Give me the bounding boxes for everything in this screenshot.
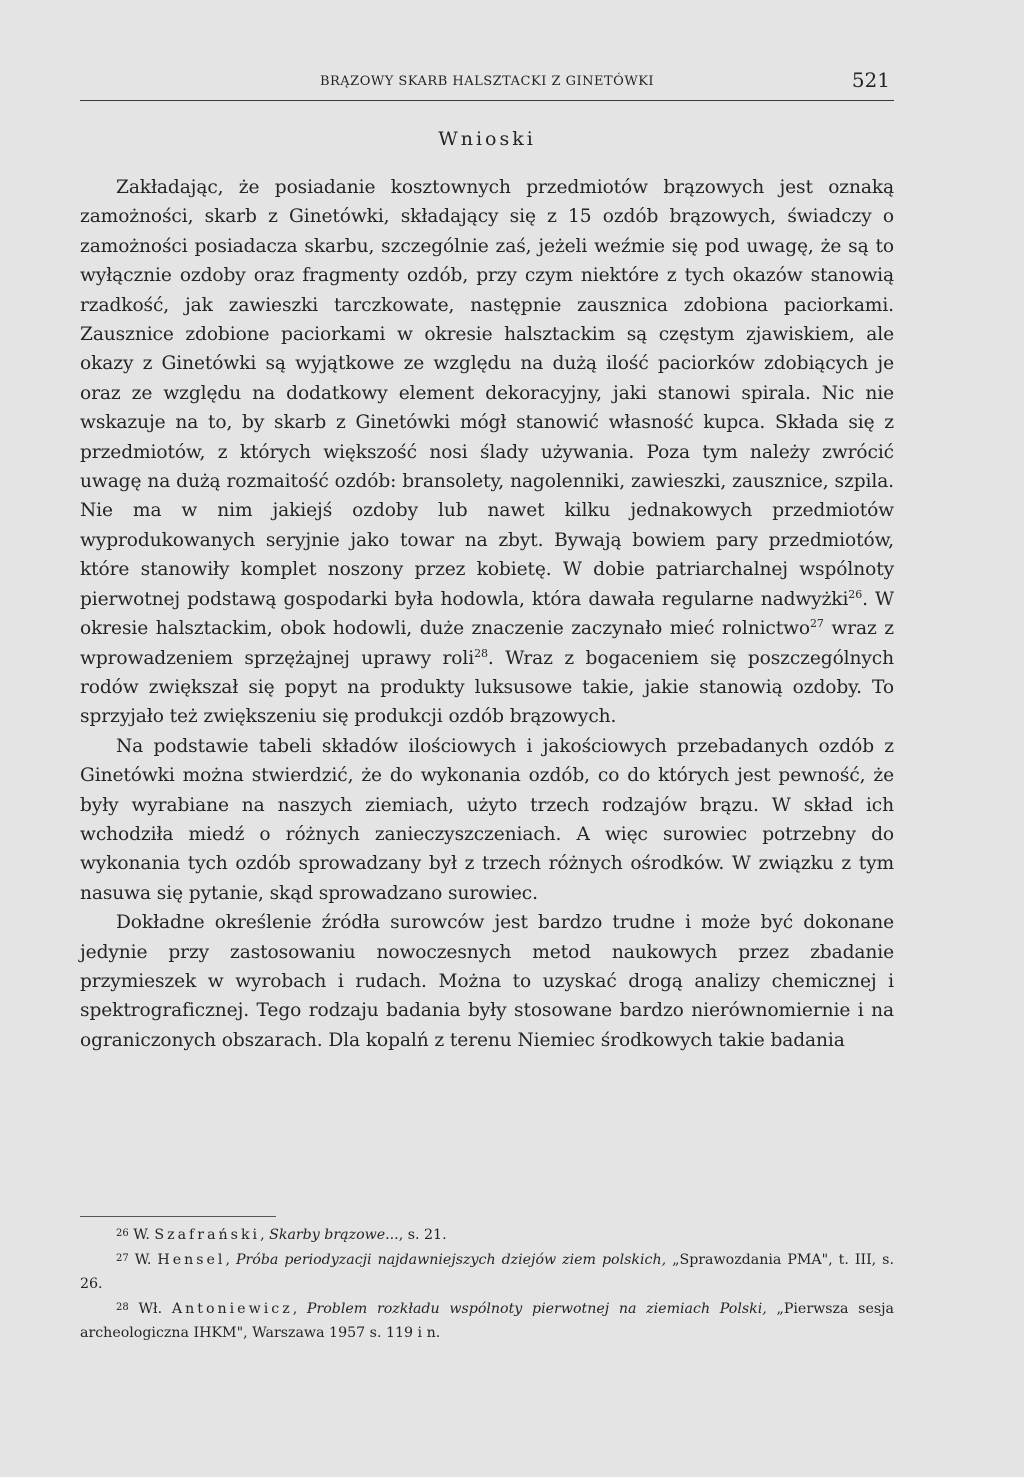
paragraph-1	[80, 173, 894, 732]
paragraph-text: wraz z wprowadzeniem sprzężajnej uprawy roli	[80, 618, 894, 669]
paragraph-text: . Wraz z bogaceniem się poszczególnych rodów zwiększał się popyt na produkty luksusowe takie, jakie stanowią ozdoby. To sprzyjało też zwiększeniu się produkcji ozdób brązowych.	[80, 647, 894, 728]
running-header	[80, 68, 894, 101]
footnote-author: Antoniewicz	[171, 1301, 293, 1317]
footnote-title: Skarby brązowe...	[269, 1227, 399, 1243]
footnote-rest: , s. 21.	[398, 1227, 447, 1243]
footnote-sep: ,	[225, 1252, 236, 1268]
footnote-number: 28	[116, 1302, 129, 1313]
section-heading: Wnioski	[438, 128, 536, 150]
footnote-27	[80, 1247, 894, 1296]
footnote-title: Próba periodyzacji najdawniejszych dziejów ziem polskich,	[235, 1252, 667, 1268]
footnote-number: 27	[116, 1253, 129, 1264]
footnote-ref: 26	[848, 587, 863, 601]
footnote-rest: „Pierwsza sesja archeologiczna IHKM", Warszawa 1957 s. 119 i n.	[80, 1301, 894, 1341]
footnote-author: Szafrański	[154, 1227, 261, 1243]
footnote-rest: „Sprawozdania PMA", t. III, s. 26.	[80, 1252, 894, 1292]
footnote-title: Problem rozkładu wspólnoty pierwotnej na ziemiach Polski,	[306, 1301, 767, 1317]
body-text	[80, 173, 894, 1055]
footnote-26	[80, 1222, 894, 1247]
footnote-initial: W.	[133, 1227, 150, 1243]
footnote-sep: ,	[292, 1301, 307, 1317]
running-title: BRĄZOWY SKARB HALSZTACKI Z GINETÓWKI	[319, 74, 655, 89]
page-number: 521	[851, 68, 890, 92]
footnote-sep: ,	[260, 1227, 270, 1243]
footnote-number: 26	[116, 1228, 129, 1239]
footnote-initial: W.	[134, 1252, 152, 1268]
footnote-ref: 28	[474, 646, 488, 660]
footnote-divider	[80, 1216, 276, 1217]
footnote-ref: 27	[810, 617, 824, 631]
footnotes	[80, 1222, 894, 1345]
paragraph-text: Zakładając, że posiadanie kosztownych przedmiotów brązowych jest oznaką zamożności, skarb z Ginetówki, składający się z 15 ozdób brązowych, świadczy o zamożności posiadacza skarbu, szczególnie zaś, jeżeli weźmie się pod uwagę, że są to wyłącznie ozdoby oraz fragmenty ozdób, przy czym niektóre z tych okazów stanowią rzadkość, jak zawieszki tarczkowate, następnie zausznica zdobiona paciorkami. Zausznice zdobione paciorkami w okresie halsztackim są częstym zjawiskiem, ale okazy z Ginetówki są wyjątkowe ze względu na dużą ilość paciorków zdobiących je oraz ze względu na dodatkowy element dekoracyjny, jaki stanowi spirala. Nic nie wskazuje na to, by skarb z Ginetówki mógł stanowić własność kupca. Składa się z przedmiotów, z których większość nosi ślady używania. Poza tym należy zwrócić uwagę na dużą rozmaitość ozdób: bransolety, nagolenniki, zawieszki, zausznice, szpila. Nie ma w nim jakiejś ozdoby lub nawet kilku jednakowych przedmiotów wyprodukowanych seryjnie jako towar na zbyt. Bywają bowiem pary przedmiotów, które stanowiły komplet noszony przez kobietę. W dobie patriarchalnej wspólnoty pierwotnej podstawą gospodarki była hodowla, która dawała regularne nadwyżki	[80, 177, 894, 610]
footnote-28	[80, 1296, 894, 1345]
footnote-initial: Wł.	[138, 1301, 163, 1317]
paragraph-text: . W okresie halsztackim, obok hodowli, duże znaczenie zaczynało mieć rolnictwo	[80, 588, 894, 640]
paragraph-2: Na podstawie tabeli składów ilościowych i jakościowych przebadanych ozdób z Ginetówki można stwierdzić, że do wykonania ozdób, co do których jest pewność, że były wyrabiane na naszych ziemiach, użyto trzech rodzajów brązu. W skład ich wchodziła miedź o różnych zanieczyszczeniach. A więc surowiec potrzebny do wykonania tych ozdób sprowadzany był z trzech różnych ośrodków. W związku z tym nasuwa się pytanie, skąd sprowadzano surowiec.	[80, 735, 894, 904]
paragraph-3: Dokładne określenie źródła surowców jest bardzo trudne i może być dokonane jedynie przy zastosowaniu nowoczesnych metod naukowych przez zbadanie przymieszek w wyrobach i rudach. Można to uzyskać drogą analizy chemicznej i spektrograficznej. Tego rodzaju badania były stosowane bardzo nierównomiernie i na ograniczonych obszarach. Dla kopalń z terenu Niemiec środkowych takie badania	[80, 912, 894, 1051]
footnote-author: Hensel	[157, 1252, 226, 1268]
